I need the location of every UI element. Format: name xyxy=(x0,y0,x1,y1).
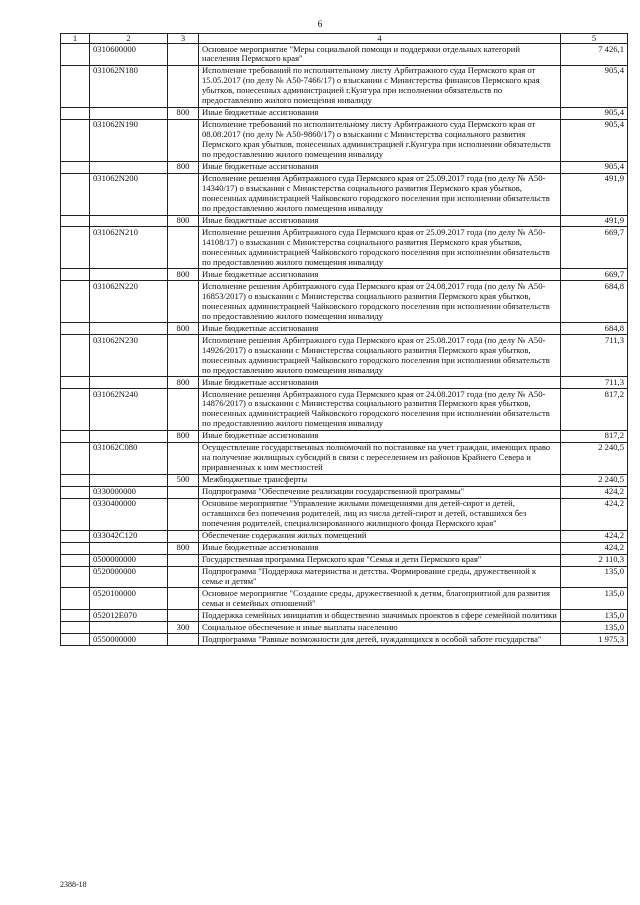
expense-type-cell xyxy=(168,634,199,646)
row-number-cell xyxy=(61,554,90,566)
expense-type-cell xyxy=(168,566,199,588)
target-article-code-cell: 0520000000 xyxy=(90,566,168,588)
target-article-code-cell: 052012E070 xyxy=(90,610,168,622)
target-article-code-cell xyxy=(90,542,168,554)
item-name-cell: Поддержка семейных инициатив и общественно значимых проектов в сфере семейной политики xyxy=(199,610,561,622)
table-row xyxy=(61,269,628,281)
expense-type-cell xyxy=(168,554,199,566)
item-name-cell: Иные бюджетные ассигнования xyxy=(199,215,561,227)
target-article-code-cell: 031062N190 xyxy=(90,119,168,161)
row-number-cell xyxy=(61,215,90,227)
amount-cell: 491,9 xyxy=(561,173,628,215)
table-row xyxy=(61,44,628,66)
table-row xyxy=(61,588,628,610)
row-number-cell xyxy=(61,430,90,442)
table-row xyxy=(61,622,628,634)
amount-cell: 2 110,3 xyxy=(561,554,628,566)
row-number-cell xyxy=(61,161,90,173)
document-code: 2388-18 xyxy=(60,880,87,889)
target-article-code-cell: 031062N200 xyxy=(90,173,168,215)
item-name-cell: Иные бюджетные ассигнования xyxy=(199,542,561,554)
expense-type-cell: 800 xyxy=(168,161,199,173)
amount-cell: 135,0 xyxy=(561,566,628,588)
amount-cell: 135,0 xyxy=(561,610,628,622)
row-number-cell xyxy=(61,622,90,634)
target-article-code-cell: 0330000000 xyxy=(90,486,168,498)
item-name-cell: Исполнение решения Арбитражного суда Пермского края от 25.09.2017 года (по делу № А50-14108/17) о взыскании с Министерства социального развития Пермского края убытков, понесенных администрацией Чайковского городского поселения при исполнении обязательств по предоставлению жилого помещения инвалиду xyxy=(199,227,561,269)
item-name-cell: Подпрограмма "Обеспечение реализации государственной программы" xyxy=(199,486,561,498)
amount-cell: 135,0 xyxy=(561,622,628,634)
row-number-cell xyxy=(61,107,90,119)
amount-cell: 1 975,3 xyxy=(561,634,628,646)
amount-cell: 684,8 xyxy=(561,323,628,335)
table-row xyxy=(61,610,628,622)
row-number-cell xyxy=(61,119,90,161)
table-row xyxy=(61,486,628,498)
amount-cell: 669,7 xyxy=(561,269,628,281)
table-row xyxy=(61,335,628,377)
table-row xyxy=(61,161,628,173)
amount-cell: 905,4 xyxy=(561,107,628,119)
row-number-cell xyxy=(61,323,90,335)
amount-cell: 2 240,5 xyxy=(561,442,628,474)
budget-table xyxy=(60,33,628,646)
item-name-cell: Иные бюджетные ассигнования xyxy=(199,377,561,389)
row-number-cell xyxy=(61,486,90,498)
target-article-code-cell xyxy=(90,323,168,335)
item-name-cell: Исполнение решения Арбитражного суда Пермского края от 25.08.2017 года (по делу № А50-14926/2017) о взыскании с Министерства социального развития Пермского края убытков, понесенных администрацией Чайковского городского поселения при исполнении обязательств по предоставлению жилого помещения инвалиду xyxy=(199,335,561,377)
table-row xyxy=(61,215,628,227)
target-article-code-cell: 031062N220 xyxy=(90,281,168,323)
item-name-cell: Государственная программа Пермского края "Семья и дети Пермского края" xyxy=(199,554,561,566)
table-row xyxy=(61,107,628,119)
expense-type-cell: 300 xyxy=(168,622,199,634)
target-article-code-cell: 031062C080 xyxy=(90,442,168,474)
table-row xyxy=(61,634,628,646)
target-article-code-cell xyxy=(90,430,168,442)
table-row xyxy=(61,474,628,486)
page-number: 6 xyxy=(317,20,323,30)
target-article-code-cell xyxy=(90,377,168,389)
amount-cell: 424,2 xyxy=(561,498,628,530)
amount-cell: 905,4 xyxy=(561,119,628,161)
expense-type-cell xyxy=(168,389,199,431)
row-number-cell xyxy=(61,442,90,474)
expense-type-cell xyxy=(168,610,199,622)
target-article-code-cell: 031062N240 xyxy=(90,389,168,431)
target-article-code-cell xyxy=(90,474,168,486)
row-number-cell xyxy=(61,474,90,486)
target-article-code-cell: 0520100000 xyxy=(90,588,168,610)
target-article-code-cell: 031062N210 xyxy=(90,227,168,269)
table-row xyxy=(61,430,628,442)
table-row xyxy=(61,554,628,566)
expense-type-cell: 800 xyxy=(168,430,199,442)
expense-type-cell: 500 xyxy=(168,474,199,486)
row-number-cell xyxy=(61,389,90,431)
expense-type-cell: 800 xyxy=(168,269,199,281)
amount-cell: 424,2 xyxy=(561,486,628,498)
target-article-code-cell xyxy=(90,161,168,173)
amount-cell: 684,8 xyxy=(561,281,628,323)
target-article-code-cell: 031062N230 xyxy=(90,335,168,377)
expense-type-cell: 800 xyxy=(168,107,199,119)
amount-cell: 711,3 xyxy=(561,377,628,389)
table-row xyxy=(61,566,628,588)
amount-cell: 491,9 xyxy=(561,215,628,227)
expense-type-cell xyxy=(168,588,199,610)
target-article-code-cell xyxy=(90,622,168,634)
expense-type-cell xyxy=(168,498,199,530)
item-name-cell: Иные бюджетные ассигнования xyxy=(199,161,561,173)
item-name-cell: Основное мероприятие "Создание среды, дружественной к детям, благоприятной для развития семьи и семейных отношений" xyxy=(199,588,561,610)
amount-cell: 905,4 xyxy=(561,65,628,107)
item-name-cell: Основное мероприятие "Управление жилыми помещениями для детей-сирот и детей, оставшихся без попечения родителей, лиц из числа детей-сирот и детей, оставшихся без попечения родителей, специализированного жилищного фонда Пермского края" xyxy=(199,498,561,530)
target-article-code-cell: 031062N180 xyxy=(90,65,168,107)
row-number-cell xyxy=(61,281,90,323)
row-number-cell xyxy=(61,610,90,622)
item-name-cell: Исполнение решения Арбитражного суда Пермского края от 24.08.2017 года (по делу № А50-16853/2017) о взыскании с Министерства социального развития Пермского края убытков, понесенных администрацией Чайковского городского поселения при исполнении обязательств по предоставлению жилого помещения инвалиду xyxy=(199,281,561,323)
expense-type-cell xyxy=(168,530,199,542)
item-name-cell: Межбюджетные трансферты xyxy=(199,474,561,486)
amount-cell: 817,2 xyxy=(561,389,628,431)
table-row xyxy=(61,119,628,161)
expense-type-cell xyxy=(168,486,199,498)
row-number-cell xyxy=(61,588,90,610)
target-article-code-cell: 0500000000 xyxy=(90,554,168,566)
item-name-cell: Обеспечение содержания жилых помещений xyxy=(199,530,561,542)
target-article-code-cell: 0310600000 xyxy=(90,44,168,66)
row-number-cell xyxy=(61,530,90,542)
table-row xyxy=(61,442,628,474)
item-name-cell: Основное мероприятие "Меры социальной помощи и поддержки отдельных категорий населения Пермского края" xyxy=(199,44,561,66)
column-number-1: 1 xyxy=(61,34,90,44)
budget-table-body xyxy=(61,34,628,646)
expense-type-cell xyxy=(168,442,199,474)
item-name-cell: Иные бюджетные ассигнования xyxy=(199,430,561,442)
item-name-cell: Подпрограмма "Равные возможности для детей, нуждающихся в особой заботе государства" xyxy=(199,634,561,646)
table-row xyxy=(61,281,628,323)
item-name-cell: Исполнение требований по исполнительному листу Арбитражного суда Пермского края от 15.05.2017 (по делу № А50-7466/17) о взыскании с Министерства финансов Пермского края убытков, понесенных администрацией г.Кунгура при исполнении обязательств по предоставлению жилого помещения инвалиду xyxy=(199,65,561,107)
target-article-code-cell: 0550000000 xyxy=(90,634,168,646)
target-article-code-cell: 0330400000 xyxy=(90,498,168,530)
item-name-cell: Подпрограмма "Поддержка материнства и детства. Формирование среды, дружественной к семье и детям" xyxy=(199,566,561,588)
amount-cell: 424,2 xyxy=(561,542,628,554)
item-name-cell: Социальное обеспечение и иные выплаты населению xyxy=(199,622,561,634)
expense-type-cell: 800 xyxy=(168,377,199,389)
expense-type-cell xyxy=(168,281,199,323)
item-name-cell: Осуществление государственных полномочий по постановке на учет граждан, имеющих право на получение жилищных субсидий в связи с переселением из районов Крайнего Севера и приравненных к ним местностей xyxy=(199,442,561,474)
row-number-cell xyxy=(61,634,90,646)
expense-type-cell xyxy=(168,44,199,66)
amount-cell: 711,3 xyxy=(561,335,628,377)
amount-cell: 7 426,1 xyxy=(561,44,628,66)
column-number-3: 3 xyxy=(168,34,199,44)
expense-type-cell xyxy=(168,119,199,161)
table-row xyxy=(61,227,628,269)
table-row xyxy=(61,173,628,215)
row-number-cell xyxy=(61,498,90,530)
row-number-cell xyxy=(61,377,90,389)
target-article-code-cell xyxy=(90,215,168,227)
amount-cell: 135,0 xyxy=(561,588,628,610)
table-row xyxy=(61,65,628,107)
table-row xyxy=(61,542,628,554)
amount-cell: 2 240,5 xyxy=(561,474,628,486)
row-number-cell xyxy=(61,335,90,377)
table-row xyxy=(61,498,628,530)
table-row xyxy=(61,377,628,389)
expense-type-cell: 800 xyxy=(168,215,199,227)
expense-type-cell: 800 xyxy=(168,542,199,554)
row-number-cell xyxy=(61,542,90,554)
amount-cell: 669,7 xyxy=(561,227,628,269)
item-name-cell: Исполнение решения Арбитражного суда Пермского края от 25.09.2017 года (по делу № А50-14340/17) о взыскании с Министерства социального развития Пермского края убытков, понесенных администрацией Чайковского городского поселения при исполнении обязательств по предоставлению жилого помещения инвалиду xyxy=(199,173,561,215)
row-number-cell xyxy=(61,269,90,281)
row-number-cell xyxy=(61,44,90,66)
row-number-cell xyxy=(61,227,90,269)
target-article-code-cell xyxy=(90,107,168,119)
table-row xyxy=(61,389,628,431)
table-row xyxy=(61,323,628,335)
item-name-cell: Исполнение требований по исполнительному листу Арбитражного суда Пермского края от 08.08.2017 (по делу № А50-9860/17) о взыскании с Министерства социального развития Пермского края убытков, понесенных администрацией г.Кунгура при исполнении обязательств по предоставлению жилого помещения инвалиду xyxy=(199,119,561,161)
item-name-cell: Иные бюджетные ассигнования xyxy=(199,323,561,335)
column-number-row xyxy=(61,34,628,44)
item-name-cell: Иные бюджетные ассигнования xyxy=(199,269,561,281)
column-number-2: 2 xyxy=(90,34,168,44)
expense-type-cell xyxy=(168,65,199,107)
column-number-5: 5 xyxy=(561,34,628,44)
column-number-4: 4 xyxy=(199,34,561,44)
target-article-code-cell: 033042C120 xyxy=(90,530,168,542)
amount-cell: 817,2 xyxy=(561,430,628,442)
row-number-cell xyxy=(61,173,90,215)
expense-type-cell: 800 xyxy=(168,323,199,335)
item-name-cell: Исполнение решения Арбитражного суда Пермского края от 24.08.2017 года (по делу № А50-14876/2017) о взыскании с Министерства социального развития Пермского края убытков, понесенных администрацией Чайковского городского поселения при исполнении обязательств по предоставлению жилого помещения инвалиду xyxy=(199,389,561,431)
expense-type-cell xyxy=(168,335,199,377)
table-row xyxy=(61,530,628,542)
amount-cell: 905,4 xyxy=(561,161,628,173)
amount-cell: 424,2 xyxy=(561,530,628,542)
expense-type-cell xyxy=(168,173,199,215)
item-name-cell: Иные бюджетные ассигнования xyxy=(199,107,561,119)
row-number-cell xyxy=(61,566,90,588)
row-number-cell xyxy=(61,65,90,107)
expense-type-cell xyxy=(168,227,199,269)
target-article-code-cell xyxy=(90,269,168,281)
